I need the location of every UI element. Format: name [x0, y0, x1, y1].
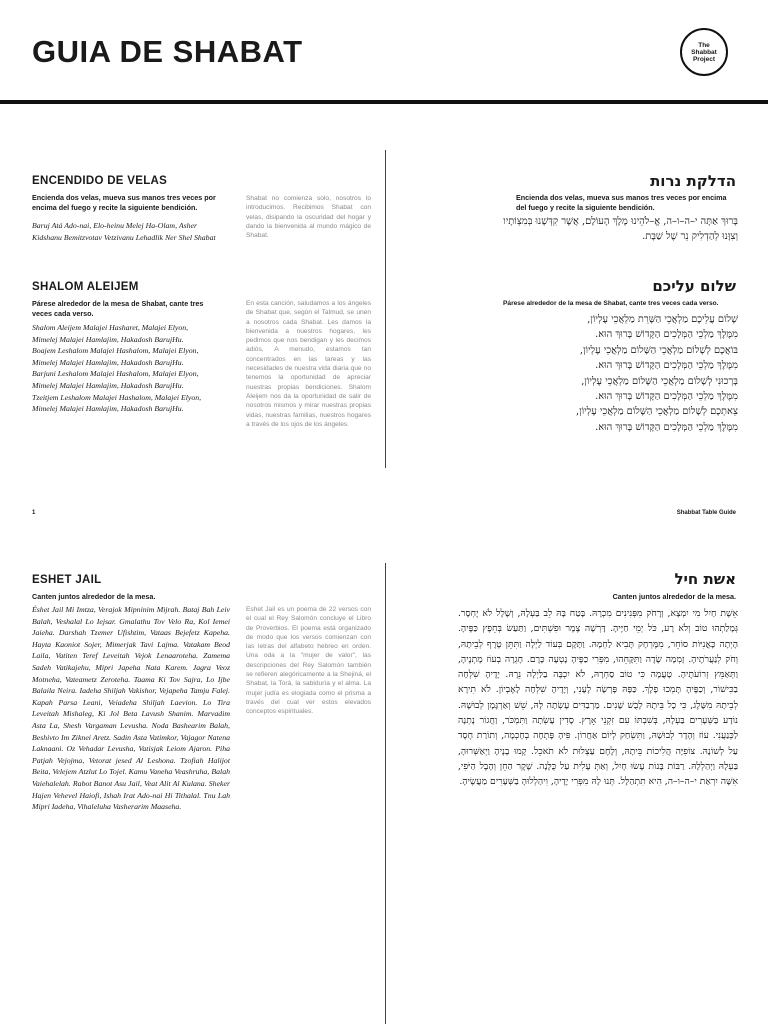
shalom-hebrew-line: מִמֶּלֶךְ מַלְכֵי הַמְּלָכִים הַקָּדוֹשׁ בָּרוּךְ הוּא.	[595, 329, 738, 341]
eshet-instruction-right: Canten juntos alrededor de la mesa.	[612, 592, 736, 601]
section-heading-candles: ENCENDIDO DE VELAS	[32, 175, 168, 187]
shalom-line: Tzeitjem Leshalom Malajei Hashalom, Malajei Elyon,	[32, 392, 202, 402]
eshet-hebrew: אֵשֶׁת חַיִל מִי יִמְצָא, וְרָחֹק מִפְּנִינִים מִכְרָהּ. בָּטַח בָּהּ לֵב בַּעְלָהּ, וְשָׁלָל לֹא יֶחְסָר. גְּמָלַתְהוּ טוֹב וְלֹא רָע, כֹּל יְמֵי חַיֶּיהָ. דָּרְשָׁה צֶמֶר וּפִשְׁתִּים, וַתַּעַשׂ בְּחֵפֶץ כַּפֶּיהָ. הָיְתָה כָּאֳנִיּוֹת סוֹחֵר, מִמֶּרְחָק תָּבִיא לַחְמָהּ. וַתָּקָם בְּעוֹד לַיְלָה וַתִּתֵּן טֶרֶף לְבֵיתָהּ, וְחֹק לְנַעֲרֹתֶיהָ. זָמְמָה שָׂדֶה וַתִּקָּחֵהוּ, מִפְּרִי כַפֶּיהָ נָטְעָה כָּרֶם. חָגְרָה בְעוֹז מָתְנֶיהָ, וַתְּאַמֵּץ זְרוֹעֹתֶיהָ. טָעֲמָה כִּי טוֹב סַחְרָהּ, לֹא יִכְבֶּה בַלַּיְלָה נֵרָהּ. יָדֶיהָ שִׁלְּחָה בַכִּישׁוֹר, וְכַפֶּיהָ תָּמְכוּ פָלֶךְ. כַּפָּהּ פָּרְשָׂה לֶעָנִי, וְיָדֶיהָ שִׁלְּחָה לָאֶבְיוֹן. לֹא תִירָא לְבֵיתָהּ מִשָּׁלֶג, כִּי כָל בֵּיתָהּ לָבֻשׁ שָׁנִים. מַרְבַדִּים עָשְׂתָה לָּהּ, שֵׁשׁ וְאַרְגָּמָן לְבוּשָׁהּ. נוֹדָע בַּשְּׁעָרִים בַּעְלָהּ, בְּשִׁבְתּוֹ עִם זִקְנֵי אָרֶץ. סָדִין עָשְׂתָה וַתִּמְכֹּר, וַחֲגוֹר נָתְנָה לַכְּנַעֲנִי. עוֹז וְהָדָר לְבוּשָׁהּ, וַתִּשְׂחַק לְיוֹם אַחֲרוֹן. פִּיהָ פָּתְחָה בְחָכְמָה, וְתוֹרַת חֶסֶד עַל לְשׁוֹנָהּ. צוֹפִיָּה הֲלִיכוֹת בֵּיתָהּ, וְלֶחֶם עַצְלוּת לֹא תֹאכֵל. קָמוּ בָנֶיהָ וַיְאַשְּׁרוּהָ, בַּעְלָהּ וַיְהַלְלָהּ. רַבּוֹת בָּנוֹת עָשׂוּ חָיִל, וְאַתְּ עָלִית עַל כֻּלָּנָה. שֶׁקֶר הַחֵן וְהֶבֶל הַיֹּפִי, אִשָּׁה יִרְאַת י–ה–ו–ה, הִיא תִתְהַלָּל. תְּנוּ לָהּ מִפְּרִי יָדֶיהָ, וִיהַלְלוּהָ בַשְּׁעָרִים מַעֲשֶׂיהָ.	[458, 608, 738, 788]
shalom-line: Mimelej Malajei Hamlajim, Hakadosh BarujHu.	[32, 357, 184, 367]
eshet-instruction: Canten juntos alrededor de la mesa.	[32, 592, 156, 601]
shalom-hebrew-line: בּוֹאֲכֶם לְשָׁלוֹם מַלְאֲכֵי הַשָּׁלוֹם מַלְאֲכֵי עֶלְיוֹן,	[579, 344, 738, 356]
column-divider	[385, 150, 386, 468]
header-rule	[0, 100, 768, 104]
shalom-line: Mimelej Malajei Hamlajim, Hakadosh BarujHu.	[32, 380, 184, 390]
shalom-hebrew-line: שָׁלוֹם עֲלֵיכֶם מַלְאֲכֵי הַשָּׁרֵת מַלְאֲכֵי עֶלְיוֹן,	[587, 314, 738, 325]
shalom-note: En esta canción, saludamos a los ángeles de Shabat que, según el Talmud, se unen a nosotros cada Shabat. Les damos la bienvenida a nuestros hogares, les pedimos que nos bendigan y les decimos adiós. A menudo, estamos tan concentrados en las tareas y las necesidades de nuestra vida diaria que no tenemos la oportunidad de apreciar nuestras propias bendiciones. Shalom Aleijem nos da la oportunidad de salir de nosotros mismos y mirar nuestras propias vidas, nuestras familias, nuestros hogares a través de los ojos de los ángeles.	[246, 300, 371, 428]
shalom-transliteration	[32, 322, 232, 415]
candles-blessing-hebrew: בָּרוּךְ אַתָּה י–ה–ו–ה, אֱ–לֹהֵינוּ מֶלֶךְ הָעוֹלָם, אֲשֶׁר קִדְּשָׁנוּ בְּמִצְוֹתָיו וְצִוָּנוּ לְהַדְלִיק נֵר שֶׁל שַׁבָּת.	[503, 216, 738, 243]
section-heading-eshet-hebrew: אשת חיל	[674, 570, 736, 588]
shabbat-project-logo	[680, 28, 728, 76]
logo-line: Shabbat	[691, 48, 717, 56]
shalom-hebrew-line: בָּרְכוּנִי לְשָׁלוֹם מַלְאֲכֵי הַשָּׁלוֹם מַלְאֲכֵי עֶלְיוֹן,	[581, 375, 738, 387]
logo-line: Project	[692, 55, 716, 63]
shalom-instruction-right: Párese alrededor de la mesa de Shabat, cante tres veces cada verso.	[503, 300, 719, 307]
guide-name: Shabbat Table Guide	[676, 510, 736, 516]
column-divider	[385, 563, 386, 1024]
shalom-instruction: Párese alrededor de la mesa de Shabat, cante tres veces cada verso.	[32, 299, 204, 318]
logo-line: The	[698, 41, 710, 49]
shalom-line: Boajem Leshalom Malajei Hashalom, Malajei Elyon,	[32, 346, 199, 356]
shalom-line: Mimelej Malajei Hamlajim, Hakadosh BarujHu.	[32, 334, 184, 344]
shalom-hebrew	[480, 312, 738, 435]
section-heading-shalom: SHALOM ALEIJEM	[32, 281, 139, 293]
section-heading-shalom-hebrew: שלום עליכם	[652, 277, 736, 295]
shalom-line: Mimelej Malajei Hamlajim, Hakadosh BarujHu.	[32, 404, 184, 414]
shalom-hebrew-line: מִמֶּלֶךְ מַלְכֵי הַמְּלָכִים הַקָּדוֹשׁ בָּרוּךְ הוּא.	[595, 421, 738, 433]
candles-note: Shabat no comienza solo, nosotros lo introducimos. Recibimos Shabat con velas, disipando la oscuridad del hogar y dando la bienvenida al mundo mágico de Shabat.	[246, 195, 371, 240]
eshet-note: Eshet Jail es un poema de 22 versos con el cual el Rey Salomón concluye el Libro de Proverbios. El poema está organizado de modo que los versos comienzan con las letras del alfabeto hebreo en orden. Una oda a la "mujer de valor", las descripciones del Rey Salomón también se refieren alegóricamente a la Shejiná, el Shabat, la Torá, la sabiduría y el alma. La mujer judía es elogiada como el prisma a través del cual ver estos elevados conceptos espirituales.	[246, 606, 371, 716]
shalom-line: Barjuni Leshalom Malajei Hashalom, Malajei Elyon,	[32, 369, 199, 379]
eshet-transliteration: Éshet Jail Mi Imtza, Verajok Mipninim Mijrah. Bataj Bah Leiv Balah, Veshalal Lo Iejsar. Gmalathu Tov Velo Ra, Kol Iemei Jaieha. Darshah Tzemer Ufishtim, Vataas Bejefetz Kapeha. Hayta Kaoniot Sojer, Mimerjak Tavi Lajma. Vatakam Beod Laila, Vatiten Teref Leveitah Vejok Lenaaroteha. Zamema Sadeh Vatikajehu, Mipri Japeha Nata Karem. Jagra Veoz Motneha, Vateametz Zeroteha. Taama Ki Tov Sajra, Lo Ijbe Balaila Neira. Iadeha Shiljah Vakishor, Vejapeha Tamju Falej. Kapah Parsa Leani, Veiadeha Shiljah Laevion. Lo Tira Leveitah Mishaleg, Ki Jol Beta Lavush Shanim. Marvadim Asta La, Shesh Vargaman Levusha. Noda Bashearim Balah, Beshivto Im Ziknei Aretz. Sadin Asta Vatimkor, Vajagor Natena Laknaani. Oz Vehadar Levusha, Vatisjak Leiom Ajaron. Piha Patjah Vejojma, Vetorat jesed Al Leshona. Tzofiah Halijot Beita, Velejem Atzlut Lo Tojel. Kamu Vaneha Veashruha, Balah Vaiehalelah. Rabot Banot Asu Jail, Veat Alit Al Kulana. Sheker Hajen Vehevel Haiofi, Ishah Irat Ado-nai Hi Tithalal. Tnu Lah Mipri Iadeha, Vihaleluha Vasherarim Maaseha.	[32, 605, 230, 812]
section-heading-candles-hebrew: הדלקת נרות	[650, 172, 736, 190]
page-number: 1	[32, 510, 36, 516]
page-title: GUIA DE SHABAT	[32, 34, 303, 69]
shalom-hebrew-line: מִמֶּלֶךְ מַלְכֵי הַמְּלָכִים הַקָּדוֹשׁ בָּרוּךְ הוּא.	[595, 391, 738, 403]
section-heading-eshet: ESHET JAIL	[32, 574, 102, 586]
shalom-hebrew-line: צֵאתְכֶם לְשָׁלוֹם מַלְאֲכֵי הַשָּׁלוֹם מַלְאֲכֵי עֶלְיוֹן,	[575, 406, 738, 418]
shalom-line: Shalom Aleijem Malajei Hasharet, Malajei Elyon,	[32, 323, 189, 332]
candles-instruction-right: Encienda dos velas, mueva sus manos tres veces por encima del fuego y recite la siguiente bendición.	[516, 193, 727, 212]
candles-instruction: Encienda dos velas, mueva sus manos tres veces por encima del fuego y recite la siguiente bendición.	[32, 193, 216, 212]
shalom-hebrew-line: מִמֶּלֶךְ מַלְכֵי הַמְּלָכִים הַקָּדוֹשׁ בָּרוּךְ הוּא.	[595, 360, 738, 372]
candles-transliteration: Baruj Atá Ado-nai, Elo-heinu Melej Ha-Olam, Asher Kidshanu Bemitzvotav Vetzivanu Lehadlik Ner Shel Shabat	[32, 221, 216, 242]
